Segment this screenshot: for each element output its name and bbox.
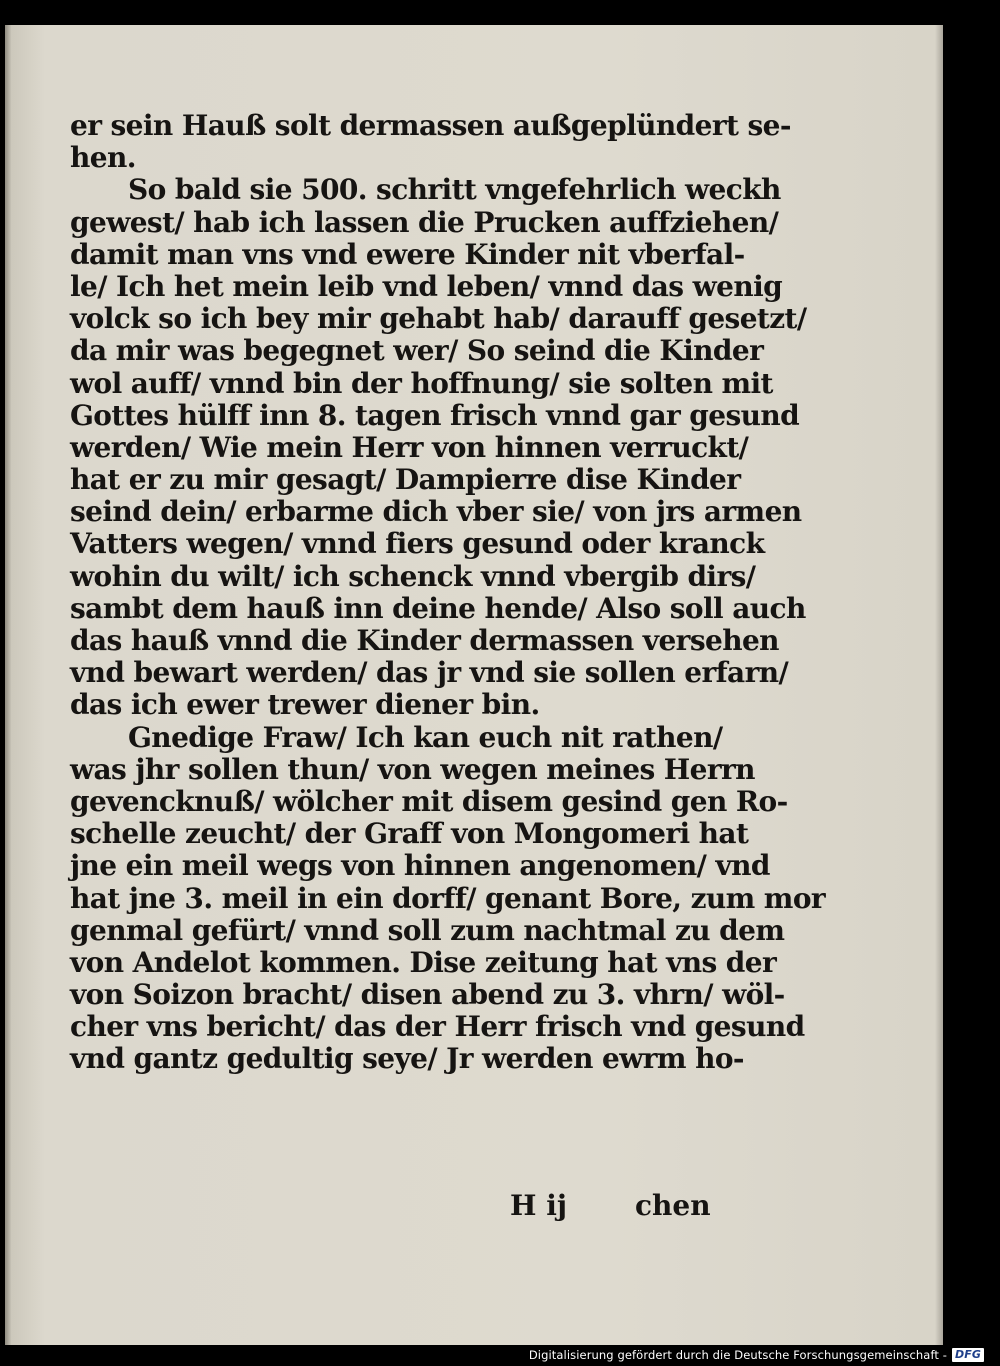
text-line: le/ Ich het mein leib vnd leben/ vnnd das wenig: [70, 269, 783, 303]
text-line: hat er zu mir gesagt/ Dampierre dise Kinder: [70, 463, 741, 497]
text-line: cher vns bericht/ das der Herr frisch vnd gesund: [70, 1010, 805, 1044]
text-line: genmal gefürt/ vnnd soll zum nachtmal zu dem: [70, 913, 785, 947]
text-line: vnd gantz gedultig seye/ Jr werden ewrm ho-: [70, 1042, 744, 1076]
page-fold-shadow: [5, 25, 11, 1345]
text-line: wohin du wilt/ ich schenck vnnd vbergib dirs/: [70, 559, 756, 593]
book-page: [5, 25, 943, 1345]
text-line: schelle zeucht/ der Graff von Mongomeri hat: [70, 817, 749, 851]
text-line: jne ein meil wegs von hinnen angenomen/ vnd: [70, 849, 770, 883]
footer-credit: Digitalisierung gefördert durch die Deutsche Forschungsgemeinschaft -: [528, 1348, 948, 1362]
text-line: das ich ewer trewer diener bin.: [70, 688, 540, 722]
text-line: Gottes hülff inn 8. tagen frisch vnnd gar gesund: [70, 398, 800, 432]
digitization-footer: [529, 1346, 984, 1364]
text-line: hat jne 3. meil in ein dorff/ genant Bore, zum mor: [70, 881, 826, 915]
text-line: er sein Hauß solt dermassen außgeplündert se-: [70, 109, 791, 142]
text-line: was jhr sollen thun/ von wegen meines Herrn: [70, 752, 755, 786]
dfg-logo-icon: DFG: [952, 1348, 984, 1362]
text-line: wol auff/ vnnd bin der hoffnung/ sie solten mit: [70, 366, 773, 400]
text-line: sambt dem hauß inn deine hende/ Also soll auch: [70, 591, 806, 625]
text-line: volck so ich bey mir gehabt hab/ darauff gesetzt/: [70, 302, 807, 336]
signature-mark: H ij: [510, 1189, 567, 1222]
text-line: gewest/ hab ich lassen die Prucken auffziehen/: [70, 205, 779, 239]
text-line: vnd bewart werden/ das jr vnd sie sollen erfarn/: [70, 656, 789, 690]
text-line: damit man vns vnd ewere Kinder nit vberfal-: [70, 237, 745, 271]
text-line: Gnedige Fraw/ Ich kan euch nit rathen/: [128, 720, 723, 754]
text-line: Vatters wegen/ vnnd fiers gesund oder kranck: [70, 527, 765, 561]
text-line: seind dein/ erbarme dich vber sie/ von jrs armen: [70, 495, 802, 529]
text-line: das hauß vnnd die Kinder dermassen versehen: [70, 624, 779, 657]
text-line: hen.: [70, 141, 136, 175]
text-line: von Soizon bracht/ disen abend zu 3. vhrn/ wöl-: [70, 978, 785, 1012]
text-line: gevencknuß/ wölcher mit disem gesind gen Ro-: [70, 784, 788, 818]
body-text: [70, 109, 826, 1076]
catchword: chen: [635, 1189, 711, 1222]
text-line: So bald sie 500. schritt vngefehrlich weckh: [128, 173, 781, 207]
text-line: da mir was begegnet wer/ So seind die Kinder: [70, 334, 764, 368]
text-line: von Andelot kommen. Dise zeitung hat vns der: [70, 945, 777, 979]
text-line: werden/ Wie mein Herr von hinnen verruckt/: [70, 430, 749, 464]
